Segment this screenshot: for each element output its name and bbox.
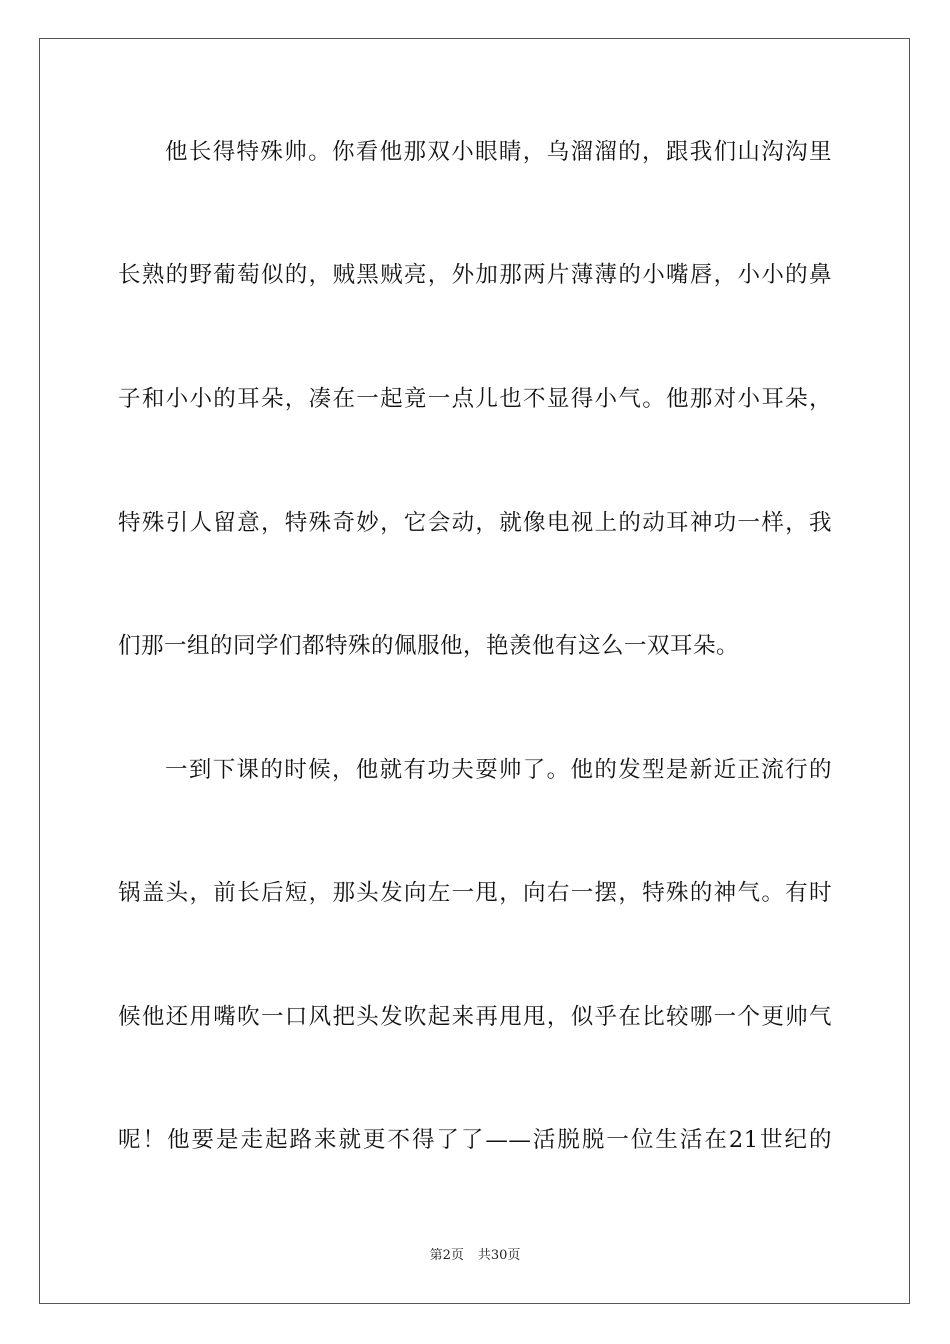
page-total: 共30页 <box>477 1248 521 1263</box>
page-border <box>39 38 910 1304</box>
paragraph-1-line-4: 特殊引人留意，特殊奇妙，它会动，就像电视上的动耳神功一样，我 <box>118 510 832 536</box>
paragraph-1-line-3: 子和小小的耳朵，凑在一起竟一点儿也不显得小气。他那对小耳朵， <box>118 386 832 412</box>
page-number: 第2页 <box>429 1248 464 1263</box>
paragraph-2-line-3: 候他还用嘴吹一口风把头发吹起来再甩甩，似乎在比较哪一个更帅气 <box>118 1004 832 1030</box>
paragraph-2-line-4: 呢！他要是走起路来就更不得了了——活脱脱一位生活在21世纪的 <box>118 1127 832 1153</box>
paragraph-1-line-2: 长熟的野葡萄似的，贼黑贼亮，外加那两片薄薄的小嘴唇，小小的鼻 <box>118 262 832 288</box>
paragraph-2-line-2: 锅盖头，前长后短，那头发向左一甩，向右一摆，特殊的神气。有时 <box>118 880 832 906</box>
paragraph-1-line-1: 他长得特殊帅。你看他那双小眼睛，乌溜溜的，跟我们山沟沟里 <box>165 139 832 165</box>
paragraph-2-line-1: 一到下课的时候，他就有功夫耍帅了。他的发型是新近正流行的 <box>165 757 832 783</box>
page-footer <box>0 1247 950 1265</box>
paragraph-1-line-5: 们那一组的同学们都特殊的佩服他，艳羡他有这么一双耳朵。 <box>118 633 740 659</box>
